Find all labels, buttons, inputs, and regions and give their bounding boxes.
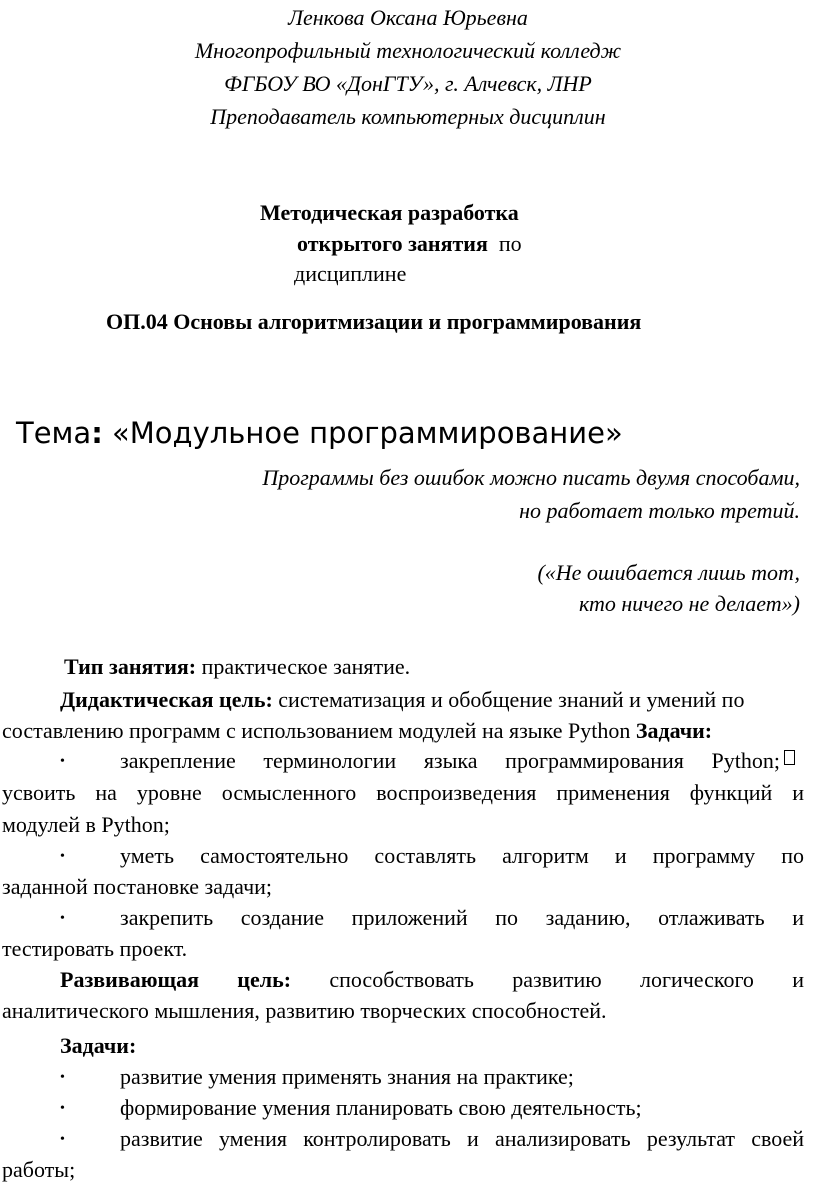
didactic-goal xyxy=(60,687,744,713)
college-name: Многопрофильный технологический колледж xyxy=(194,38,622,63)
bullet-4: • xyxy=(60,1070,65,1085)
doc-title-line2 xyxy=(297,231,522,257)
bullet-1: • xyxy=(60,754,65,769)
task-1: развитие умения применять знания на практике; xyxy=(120,1064,574,1089)
developing-goal-line2: аналитического мышления, развитию творческих способностей. xyxy=(2,998,607,1023)
item2-line2: заданной постановке задачи; xyxy=(2,874,273,899)
item3-line2: тестировать проект. xyxy=(2,936,188,961)
didactic-goal-line2 xyxy=(2,718,712,744)
university-name: ФГБОУ ВО «ДонГТУ», г. Алчевск, ЛНР xyxy=(224,71,592,96)
epigraph-line4: кто ничего не делает») xyxy=(579,591,800,616)
author-name: Ленкова Оксана Юрьевна xyxy=(288,5,528,30)
topic-colon: : xyxy=(91,416,103,450)
bullet-2: • xyxy=(60,849,65,864)
item2-line1: уметь самостоятельно составлять алгоритм и программу по xyxy=(120,843,804,868)
topic-text: «Модульное программирование» xyxy=(102,416,623,450)
item3-line1: закрепить создание приложений по заданию, отлаживать и xyxy=(120,905,804,930)
developing-goal-label: Развивающая цель: xyxy=(60,967,292,992)
task-3-line2: работы; xyxy=(2,1157,76,1182)
lesson-type-value: практическое занятие. xyxy=(196,654,411,679)
task-2: формирование умения планировать свою деятельность; xyxy=(120,1095,642,1120)
epigraph-line1: Программы без ошибок можно писать двумя способами, xyxy=(262,465,800,490)
didactic-goal-text: составлению программ с использованием модулей на языке Python xyxy=(2,718,631,743)
developing-goal xyxy=(60,967,804,993)
lesson-type-label: Тип занятия: xyxy=(64,654,197,679)
topic-label: Тема xyxy=(16,416,92,450)
topic-heading xyxy=(16,416,623,450)
tasks-label-inline: Задачи: xyxy=(635,718,713,743)
tasks-label: Задачи: xyxy=(60,1033,137,1058)
author-position: Преподаватель компьютерных дисциплин xyxy=(210,104,606,129)
didactic-goal-value: систематизация и обобщение знаний и умений по xyxy=(272,687,745,712)
doc-title-po: по xyxy=(498,231,522,256)
item1-line1: закрепление терминологии языка программирования Python; xyxy=(120,748,780,773)
epigraph-line3: («Не ошибается лишь тот, xyxy=(537,560,800,585)
doc-title-line1: Методическая разработка xyxy=(260,200,519,225)
epigraph-line2: но работает только третий. xyxy=(519,498,800,523)
bullet-5: • xyxy=(60,1101,65,1116)
lesson-type xyxy=(64,654,410,680)
discipline-title: ОП.04 Основы алгоритмизации и программирования xyxy=(106,309,642,334)
item1-line3: модулей в Python; xyxy=(2,812,170,837)
missing-glyph-icon xyxy=(778,750,795,769)
doc-title-line3: дисциплине xyxy=(294,261,407,286)
developing-goal-value: способствовать развитию логического и xyxy=(329,967,805,992)
bullet-6: • xyxy=(60,1132,65,1147)
task-3-line1: развитие умения контролировать и анализировать результат своей xyxy=(120,1126,804,1151)
bullet-3: • xyxy=(60,911,65,926)
item1-line2: усвоить на уровне осмысленного воспроизведения применения функций и xyxy=(2,780,804,805)
doc-title-open-lesson: открытого занятия xyxy=(297,231,488,256)
didactic-goal-label: Дидактическая цель: xyxy=(60,687,273,712)
